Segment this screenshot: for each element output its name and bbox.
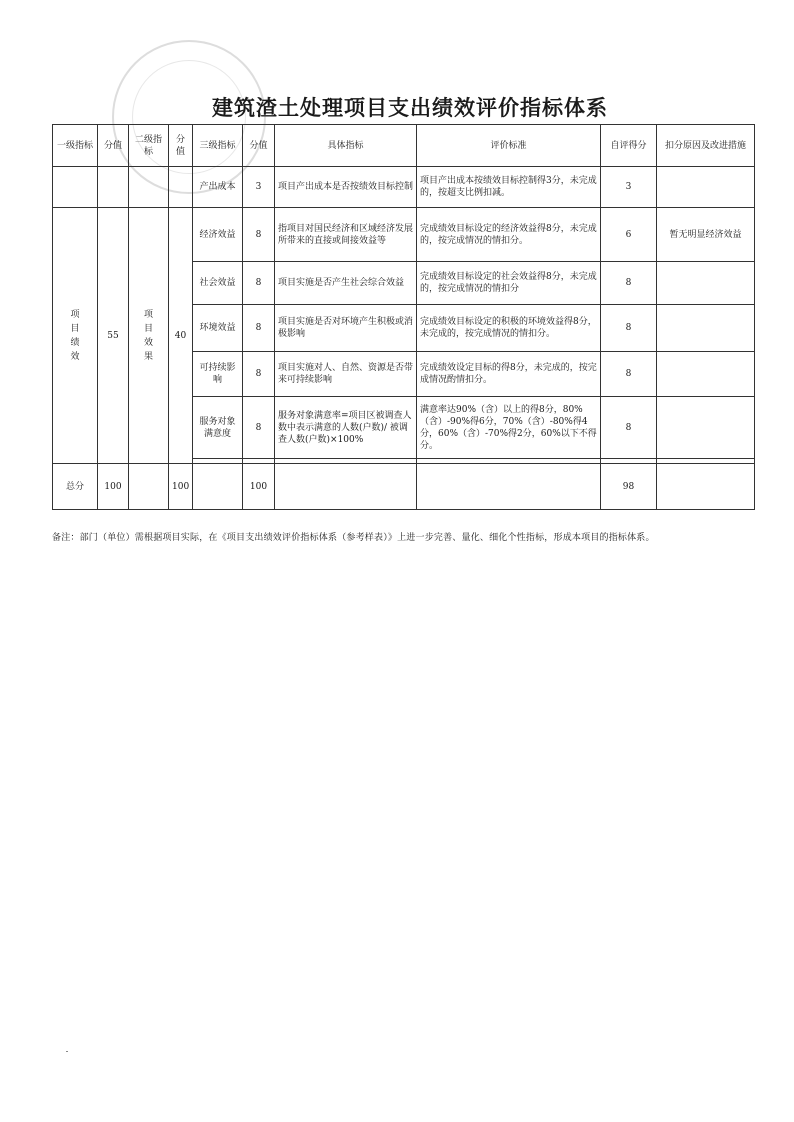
header-criteria: 评价标准 (417, 125, 601, 167)
l3-score: 3 (243, 167, 275, 208)
criteria-text: 满意率达90%（含）以上的得8分，80%（含）-90%得6分，70%（含）-80%得4分，60%（含）-70%得2分，60%以下不得分。 (417, 397, 601, 459)
header-l3: 三级指标 (193, 125, 243, 167)
criteria-text: 完成绩效设定目标的得8分，未完成的，按完成情况酌情扣分。 (417, 352, 601, 397)
empty-cell (53, 167, 98, 208)
total-self-score: 98 (601, 464, 657, 510)
empty-cell (193, 464, 243, 510)
empty-cell (169, 167, 193, 208)
l3-name: 可持续影响 (193, 352, 243, 397)
l2-score: 40 (169, 208, 193, 464)
l3-name: 环境效益 (193, 305, 243, 352)
deduction-reason (657, 167, 755, 208)
l1-name: 项目绩效 (53, 208, 98, 464)
indicator-table (52, 124, 755, 510)
table-row (53, 167, 755, 208)
header-self-score: 自评得分 (601, 125, 657, 167)
self-score: 8 (601, 352, 657, 397)
total-row (53, 464, 755, 510)
criteria-text: 项目产出成本按绩效目标控制得3分，未完成的，按超支比例扣减。 (417, 167, 601, 208)
l3-score: 8 (243, 397, 275, 459)
l3-name: 经济效益 (193, 208, 243, 262)
header-score1: 分值 (98, 125, 129, 167)
self-score: 8 (601, 397, 657, 459)
indicator-text: 服务对象满意率=项目区被调查人数中表示满意的人数(户数)/ 被调查人数(户数)×100% (275, 397, 417, 459)
self-score: 3 (601, 167, 657, 208)
deduction-reason (657, 305, 755, 352)
header-deduction: 扣分原因及改进措施 (657, 125, 755, 167)
total-label: 总分 (53, 464, 98, 510)
empty-cell (657, 464, 755, 510)
empty-cell (417, 464, 601, 510)
indicator-text: 指项目对国民经济和区域经济发展所带来的直接或间接效益等 (275, 208, 417, 262)
l2-name: 项目效果 (129, 208, 169, 464)
l3-score: 8 (243, 352, 275, 397)
indicator-text: 项目产出成本是否按绩效目标控制 (275, 167, 417, 208)
table-header-row (53, 125, 755, 167)
criteria-text: 完成绩效目标设定的积极的环境效益得8分，未完成的，按完成情况的情扣分。 (417, 305, 601, 352)
empty-cell (129, 464, 169, 510)
empty-cell (275, 464, 417, 510)
total-score2: 100 (169, 464, 193, 510)
l3-score: 8 (243, 208, 275, 262)
l3-name: 服务对象满意度 (193, 397, 243, 459)
footnote: 备注：部门（单位）需根据项目实际，在《项目支出绩效评价指标体系（参考样表）》上进一步完善、量化、细化个性指标，形成本项目的指标体系。 (52, 533, 655, 543)
scan-speck (66, 1051, 68, 1052)
header-l1: 一级指标 (53, 125, 98, 167)
criteria-text: 完成绩效目标设定的社会效益得8分，未完成的，按完成情况的情扣分 (417, 262, 601, 305)
indicator-text: 项目实施对人、自然、资源是否带来可持续影响 (275, 352, 417, 397)
total-score3: 100 (243, 464, 275, 510)
header-score2: 分值 (169, 125, 193, 167)
self-score: 8 (601, 262, 657, 305)
header-score3: 分值 (243, 125, 275, 167)
l3-score: 8 (243, 305, 275, 352)
total-score1: 100 (98, 464, 129, 510)
empty-cell (98, 167, 129, 208)
l3-name: 产出成本 (193, 167, 243, 208)
page-title: 建筑渣土处理项目支出绩效评价指标体系 (212, 96, 608, 120)
criteria-text: 完成绩效目标设定的经济效益得8分，未完成的，按完成情况的情扣分。 (417, 208, 601, 262)
self-score: 6 (601, 208, 657, 262)
deduction-reason (657, 352, 755, 397)
header-indicator: 具体指标 (275, 125, 417, 167)
deduction-reason: 暂无明显经济效益 (657, 208, 755, 262)
empty-cell (129, 167, 169, 208)
deduction-reason (657, 397, 755, 459)
l1-score: 55 (98, 208, 129, 464)
header-l2: 二级指标 (129, 125, 169, 167)
table-row (53, 208, 755, 262)
l3-score: 8 (243, 262, 275, 305)
self-score: 8 (601, 305, 657, 352)
indicator-text: 项目实施是否产生社会综合效益 (275, 262, 417, 305)
deduction-reason (657, 262, 755, 305)
l3-name: 社会效益 (193, 262, 243, 305)
indicator-text: 项目实施是否对环境产生积极或消极影响 (275, 305, 417, 352)
